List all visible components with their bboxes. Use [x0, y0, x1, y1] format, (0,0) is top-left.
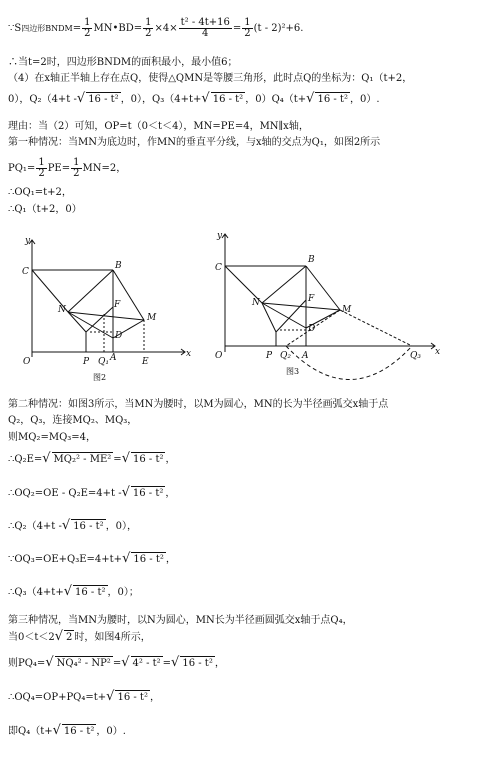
text: ∵OQ₃=OE+Q₃E=4+t+: [8, 554, 123, 565]
text: ×4×: [154, 23, 178, 34]
line-oq4: [8, 690, 160, 704]
figure-2-caption: 图2: [93, 373, 107, 382]
label-b: B: [115, 261, 122, 271]
text: ∴OQ₁=t+2，: [8, 187, 72, 198]
numerator: 1: [38, 157, 45, 168]
label-b: B: [308, 255, 315, 265]
text: ，: [165, 454, 176, 465]
label-m: M: [342, 305, 352, 315]
numerator: t² - 4t+16: [180, 17, 230, 28]
text: 即Q₄（t+: [8, 726, 53, 737]
figure-3-caption: 图3: [286, 367, 300, 376]
radical-sign: √: [121, 485, 130, 500]
text: ∴当t=2时，四边形BNDM的面积最小，最小值6；: [8, 57, 238, 68]
text: MN•BD=: [93, 23, 143, 34]
text: MN=2，: [82, 163, 127, 174]
text: ，0）Q₄（t+: [245, 94, 307, 105]
line-q-coords: [8, 92, 380, 106]
radical-sign: √: [42, 451, 51, 466]
line-oq3: [8, 552, 176, 566]
radicand: 16 - t²: [117, 692, 148, 703]
label-q1: Q₁: [98, 357, 109, 367]
line-min-value: [8, 56, 237, 69]
text: (t - 2)²+6.: [253, 23, 304, 34]
line-q1: [8, 203, 82, 216]
label-d: D: [308, 324, 316, 334]
denominator: 2: [145, 28, 152, 39]
line-case3: [8, 614, 353, 627]
text: ，0）.: [349, 94, 380, 105]
segment-bn: [262, 266, 306, 303]
text: ∵S: [8, 23, 22, 34]
radicand: 16 - t²: [182, 658, 213, 669]
text: ∴Q₃（4+t+: [8, 587, 64, 598]
radicand: 4² - t²: [132, 658, 161, 669]
line-case2: [8, 398, 388, 411]
segment-nm: [262, 303, 340, 310]
fraction: [143, 18, 153, 39]
label-c: C: [22, 267, 29, 277]
label-y: y: [25, 236, 31, 246]
text: 则PQ₄=: [8, 658, 46, 669]
segment-pf: [86, 307, 113, 332]
text: 则MQ₂=MQ₃=4，: [8, 432, 97, 443]
text: 时，如图4所示，: [74, 632, 151, 643]
radicand: 16 - t²: [133, 554, 164, 565]
text: ，: [165, 488, 176, 499]
text: Q₂，Q₃，连接MQ₂、MQ₃，: [8, 415, 138, 426]
radicand: 16 - t²: [317, 94, 348, 105]
text: ，0），: [105, 521, 138, 532]
text: 0），Q₂（4+t -: [8, 94, 77, 105]
radical-sign: √: [306, 91, 315, 106]
line-pq4: [8, 656, 225, 670]
label-o: O: [23, 357, 31, 367]
text: =: [113, 454, 122, 465]
figure-2: [10, 232, 195, 387]
line-reason: [8, 120, 309, 133]
radical-sign: √: [76, 91, 86, 106]
radicand: 16 - t²: [75, 587, 106, 598]
label-n: N: [252, 298, 260, 308]
radicand: 16 - t²: [212, 94, 244, 105]
text: ∴Q₂E=: [8, 454, 43, 465]
text: =: [112, 658, 122, 669]
numerator: 1: [73, 157, 80, 168]
figure-3: [200, 228, 445, 388]
line-case3-cond: [8, 630, 151, 644]
line-q2e: [8, 452, 175, 466]
text: PE=: [47, 163, 71, 174]
radical-sign: √: [52, 723, 61, 738]
fraction: [36, 158, 46, 179]
radical-sign: √: [122, 551, 131, 566]
text: ，: [165, 554, 176, 565]
line-case1: [8, 136, 380, 149]
denominator: 2: [84, 28, 91, 39]
segment-bn: [68, 270, 113, 312]
label-q2: Q₂: [280, 351, 291, 361]
radical-sign: √: [54, 629, 64, 644]
text: 第二种情况：如图3所示，当MN为腰时，以M为圆心，MN的长为半径画弧交x轴于点: [8, 399, 389, 410]
text: 第一种情况：当MN为底边时，作MN的垂直平分线，与x轴的交点为Q₁，如图2所示: [8, 137, 381, 148]
denominator: 2: [38, 168, 45, 179]
line-mq: [8, 431, 96, 444]
fraction: [82, 18, 92, 39]
text: ，: [149, 692, 160, 703]
line-oq2: [8, 486, 175, 500]
text: ，: [214, 658, 225, 669]
label-a: A: [110, 353, 117, 363]
line-case2-cont: [8, 414, 137, 427]
segment-np: [68, 312, 86, 332]
radicand: 2: [66, 632, 73, 643]
radical-sign: √: [106, 689, 115, 704]
radicand: 16 - t²: [73, 521, 104, 532]
label-p: P: [83, 357, 90, 367]
line-part4: [8, 72, 412, 85]
segment-bm: [113, 270, 144, 320]
numerator: 1: [145, 17, 152, 28]
text: ∴Q₂（4+t -: [8, 521, 62, 532]
label-d: D: [115, 331, 123, 341]
text: =: [232, 23, 242, 34]
text: （4）在x轴正半轴上存在点Q，使得△QMN是等腰三角形，此时点Q的坐标为：Q₁（t+2，: [8, 73, 413, 84]
label-o: O: [215, 351, 223, 361]
radicand: MQ₂² - ME²: [53, 454, 112, 465]
label-y: y: [217, 231, 223, 241]
fraction: [179, 18, 232, 39]
numerator: 1: [84, 17, 91, 28]
label-m: M: [147, 313, 157, 323]
text: ∴OQ₄=OP+PQ₄=t+: [8, 692, 107, 703]
label-q3: Q₃: [410, 351, 421, 361]
text: ∴Q₁（t+2，0）: [8, 204, 82, 215]
radicand: 16 - t²: [132, 454, 164, 465]
fraction: [71, 158, 81, 179]
radicand: 16 - t²: [88, 94, 119, 105]
label-a: A: [302, 351, 309, 361]
text: ，0）；: [107, 587, 139, 598]
subscript: 四边形BNDM: [21, 24, 73, 33]
radical-sign: √: [121, 655, 130, 670]
label-f: F: [308, 294, 315, 304]
text: 第三种情况，当MN为腰时，以N为圆心，MN长为半径画圆弧交x轴于点Q₄，: [8, 615, 353, 626]
label-x: x: [435, 347, 441, 357]
label-c: C: [215, 263, 222, 273]
text: PQ₁=: [8, 163, 36, 174]
radicand: 16 - t²: [63, 726, 95, 737]
radical-sign: √: [63, 584, 73, 599]
segment-mq3: [340, 310, 412, 346]
text: ，0）.: [96, 726, 126, 737]
label-n: N: [58, 305, 66, 315]
numerator: 1: [244, 17, 251, 28]
text: 当0＜t＜2: [8, 632, 55, 643]
radical-sign: √: [201, 91, 210, 106]
label-f: F: [114, 300, 121, 310]
fraction: [242, 18, 252, 39]
line-oq1: [8, 186, 72, 199]
radical-sign: √: [121, 451, 130, 466]
label-x: x: [186, 349, 192, 359]
line-q4: [8, 724, 126, 738]
radicand: 16 - t²: [132, 488, 164, 499]
label-e: E: [142, 357, 149, 367]
line-q2: [8, 519, 137, 533]
radicand: NQ₄² - NP²: [56, 658, 111, 669]
denominator: 2: [244, 28, 251, 39]
radical-sign: √: [61, 518, 71, 533]
radical-sign: √: [45, 655, 54, 670]
text: =: [162, 658, 172, 669]
text: =: [72, 23, 82, 34]
line-pq1: [8, 158, 126, 179]
label-p: P: [266, 351, 273, 361]
text: ∴OQ₂=OE - Q₂E=4+t -: [8, 488, 122, 499]
denominator: 4: [202, 28, 209, 39]
line-q3: [8, 585, 139, 599]
text: 理由：当（2）可知，OP=t（0＜t＜4），MN=PE=4，MN∥x轴，: [8, 121, 309, 132]
denominator: 2: [73, 168, 80, 179]
radical-sign: √: [171, 655, 180, 670]
text: ，0），Q₃（4+t+: [120, 94, 202, 105]
line-area-formula: [8, 18, 303, 39]
